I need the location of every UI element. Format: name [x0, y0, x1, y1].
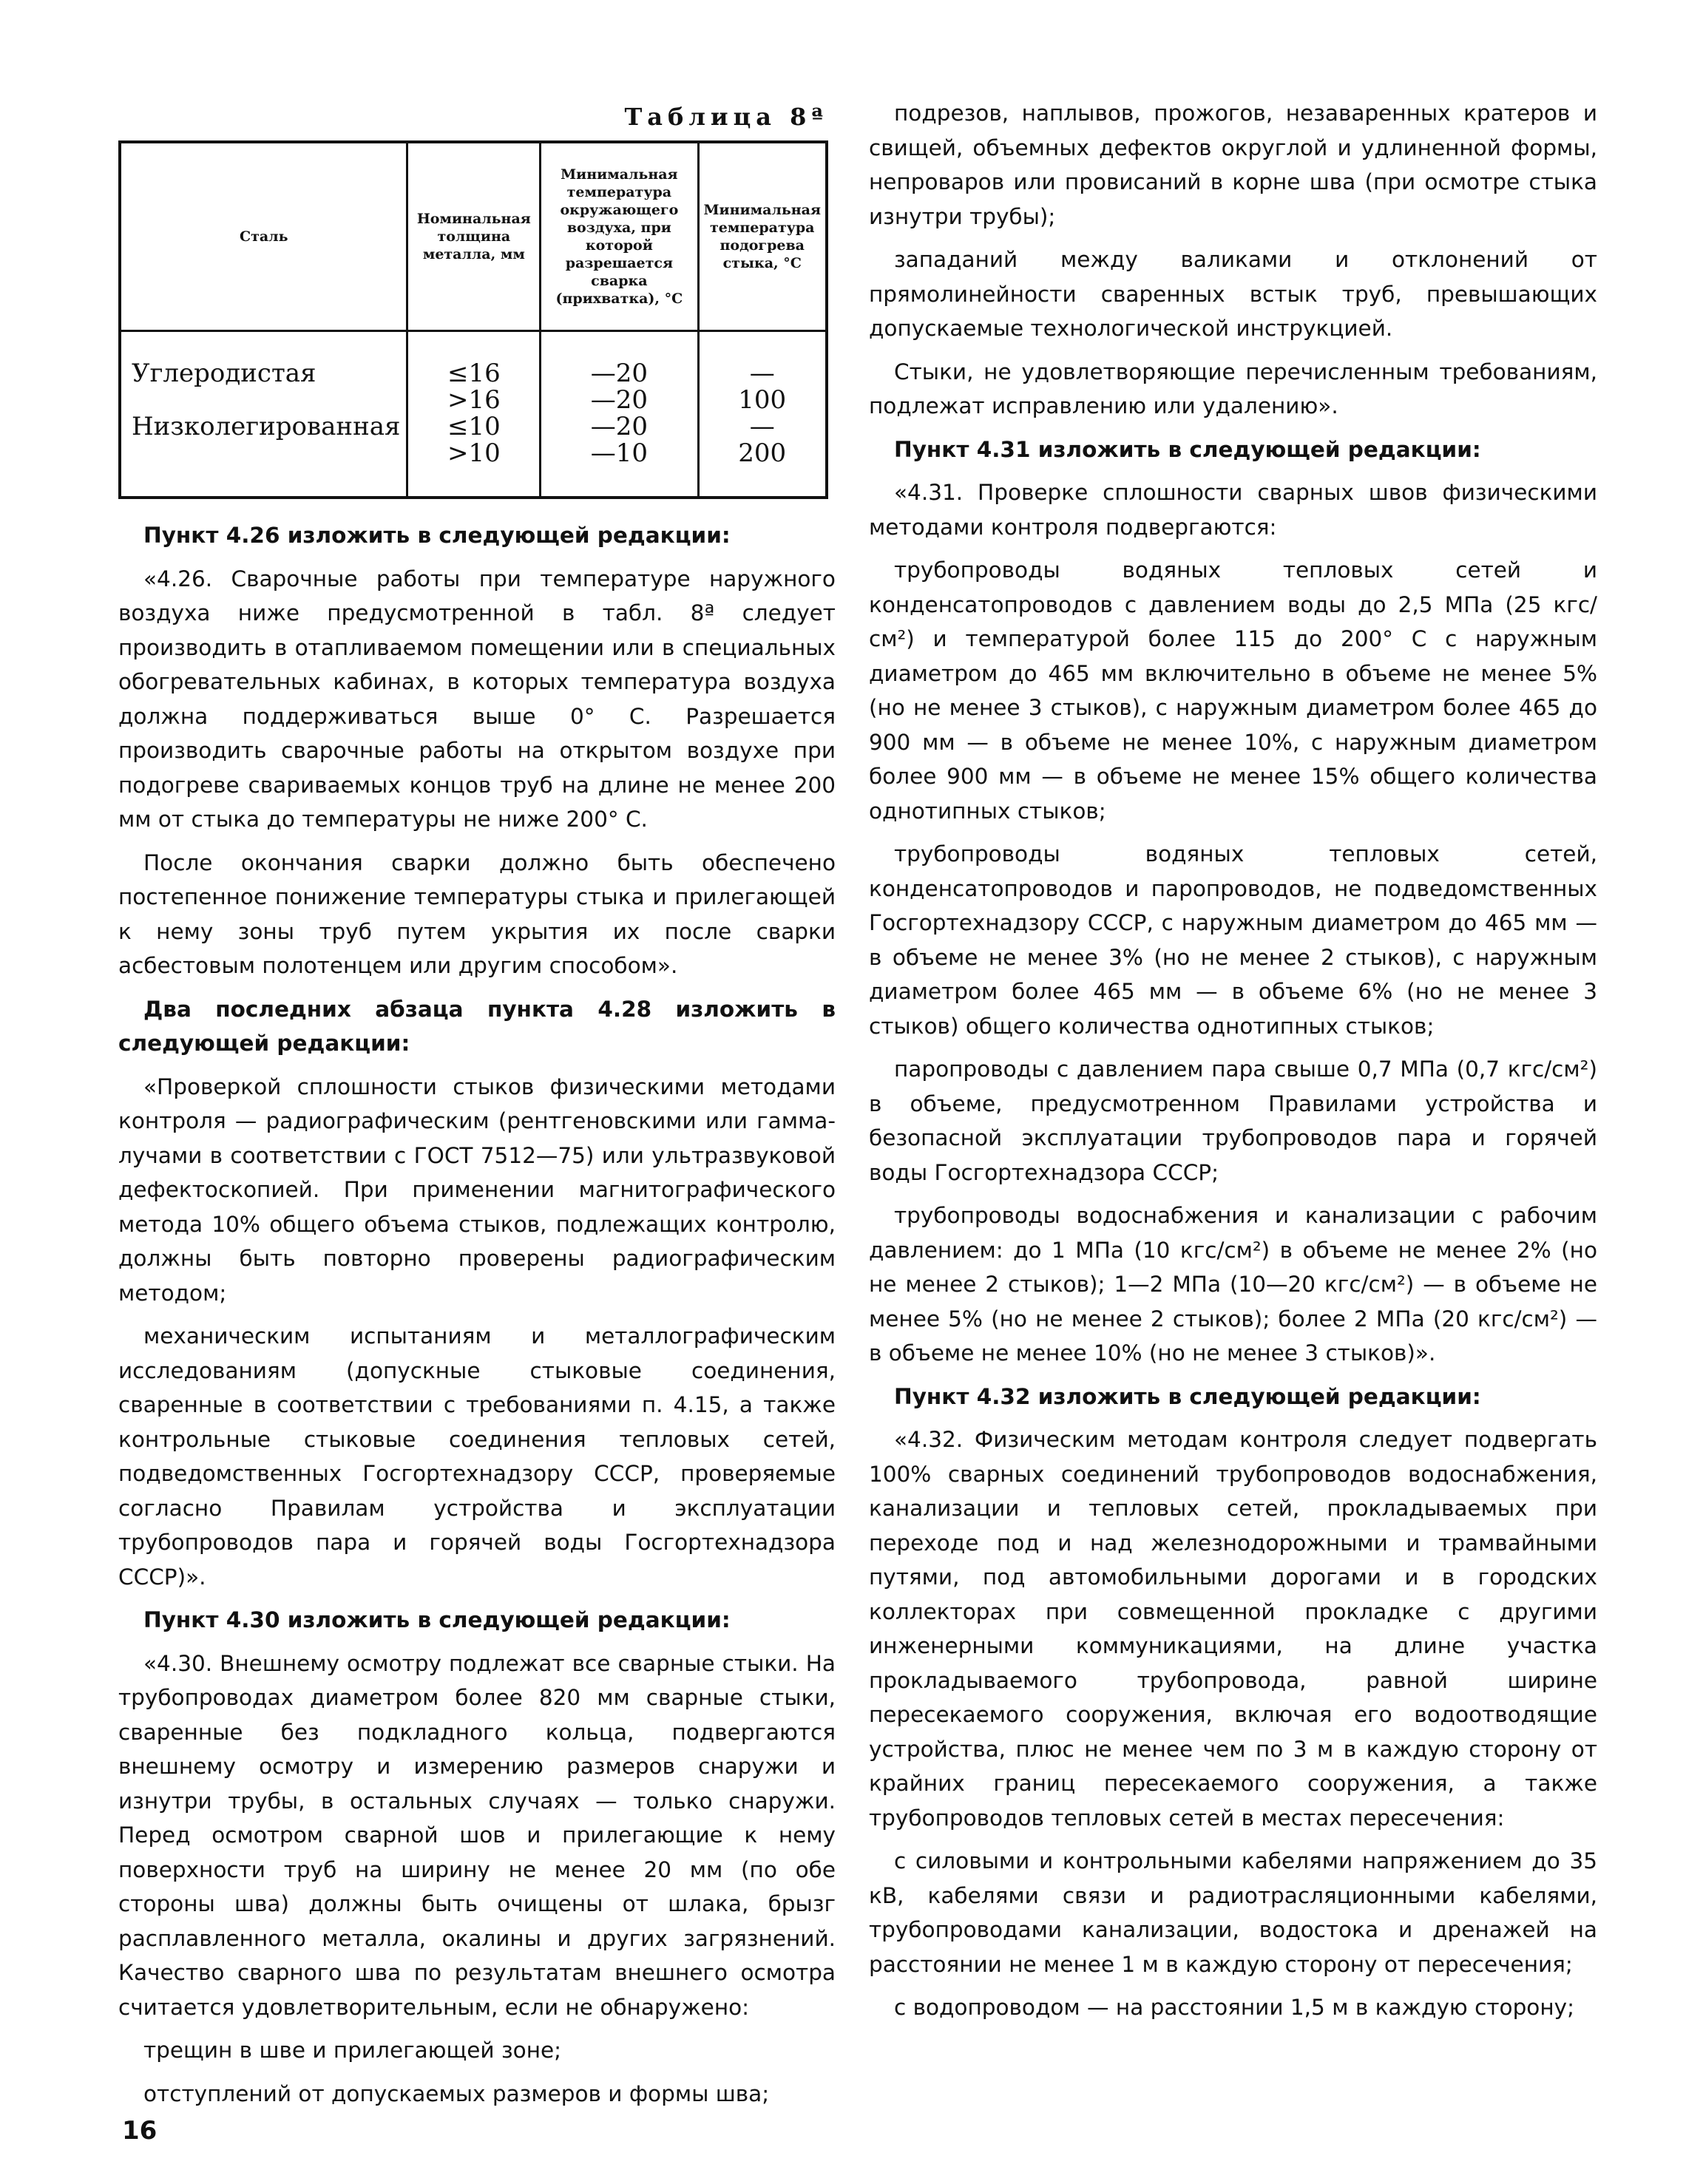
thickness-value: ≤10 — [447, 412, 501, 441]
clause-list-item: с силовыми и контрольными кабелями напряжением до 35 кВ, кабелями связи и радиотрасляционными кабелями, трубопроводами канализации, водостока и дренажей на расстоянии не менее 1 м в каждую сторону от пересечения; — [869, 1848, 1597, 1977]
thickness-value: >10 — [447, 438, 501, 468]
header-preheat-temperature: Минимальная температура подогрева стыка, °С — [698, 142, 827, 331]
clause-list-item: паропроводы с давлением пара свыше 0,7 МПа (0,7 кгс/см²) в объеме, предусмотренном Правилами устройства и безопасной эксплуатации трубопроводов пара и горячей воды Госгортехнадзора СССР; — [869, 1057, 1597, 1185]
clause-heading-4-30: Пункт 4.30 изложить в следующей редакции: — [143, 1607, 731, 1632]
table-caption: Таблица 8ª — [624, 103, 828, 131]
right-column — [869, 96, 1597, 2034]
clause-heading-4-31: Пункт 4.31 изложить в следующей редакции: — [894, 436, 1481, 462]
clause-text-4-28-radiography: «Проверкой сплошности стыков физическими методами контроля — радиографическим (рентгеновскими или гамма-лучами в соответствии с ГОСТ 7512—75) или ультразвуковой дефектоскопией. При применении магнитографического метода 10% общего объема стыков, подлежащих контролю, должны быть повторно проверены радиографическим методом; — [118, 1074, 836, 1306]
clause-text-4-26-cooling: После окончания сварки должно быть обеспечено постепенное понижение температуры стыка и прилегающей к нему зоны труб путем укрытия их после сварки асбестовым полотенцем или другим способом». — [118, 849, 836, 978]
left-column — [118, 96, 836, 2120]
table-row — [120, 331, 827, 498]
clause-list-item: трубопроводы водоснабжения и канализации с рабочим давлением: до 1 МПа (10 кгс/см²) в объеме не менее 2% (но не менее 2 стыков); 1—2 МПа (10—20 кгс/см²) — в объеме не менее 5% (но не менее 2 стыков); более 2 МПа (20 кгс/см²) — в объеме не менее 10% (но не менее 3 стыков)». — [869, 1203, 1597, 1366]
air-temperature-value: —20 — [590, 385, 648, 415]
preheat-value: — — [749, 412, 775, 441]
table-cell-air-temperature — [541, 331, 698, 498]
clause-heading-4-28: Два последних абзаца пункта 4.28 изложить в следующей редакции: — [118, 996, 836, 1056]
preheat-value: 200 — [738, 438, 787, 468]
clause-heading-4-26: Пункт 4.26 изложить в следующей редакции: — [143, 523, 731, 548]
air-temperature-value: —10 — [590, 438, 648, 468]
table-cell-thickness — [407, 331, 541, 498]
header-air-temperature: Минимальная температура окружающего воздуха, при которой разрешается сварка (прихватка), °С — [541, 142, 698, 331]
clause-list-item: трещин в шве и прилегающей зоне; — [143, 2038, 562, 2063]
table-cell-steel — [120, 331, 407, 498]
clause-text-4-31: «4.31. Проверке сплошности сварных швов физическими методами контроля подвергаются: — [869, 480, 1597, 540]
clause-text-4-30-conclusion: Стыки, не удовлетворяющие перечисленным требованиям, подлежат исправлению или удалению». — [869, 359, 1597, 418]
clause-heading-4-32: Пункт 4.32 изложить в следующей редакции: — [894, 1383, 1481, 1409]
preheat-value: — — [749, 359, 775, 388]
clause-text-4-30: «4.30. Внешнему осмотру подлежат все сварные стыки. На трубопроводах диаметром более 820 мм сварные стыки, сваренные без подкладного кольца, подвергаются внешнему осмотру и измерению размеров снаружи и изнутри трубы, в остальных случаях — только снаружи. Перед осмотром сварной шов и прилегающие к нему поверхности труб на ширину не менее 20 мм (по обе стороны шва) должны быть очищены от шлака, брызг расплавленного металла, окалины и других загрязнений. Качество сварного шва по результатам внешнего осмотра считается удовлетворительным, если не обнаружено: — [118, 1650, 836, 2020]
steel-temperature-table — [118, 140, 828, 499]
air-temperature-value: —20 — [590, 412, 648, 441]
clause-list-item: отступлений от допускаемых размеров и формы шва; — [143, 2080, 770, 2106]
clause-list-item: трубопроводы водяных тепловых сетей, конденсатопроводов и паропроводов, не подведомственных Госгортехнадзору СССР, с наружным диаметром до 465 мм — в объеме не менее 3% (но не менее 2 стыков), с наружным диаметром более 465 мм — в объеме 6% (но не менее 3 стыков) общего количества однотипных стыков; — [869, 841, 1597, 1039]
page-number: 16 — [122, 2116, 158, 2146]
clause-list-item: западаний между валиками и отклонений от прямолинейности сваренных встык труб, превышающих допускаемые технологической инструкцией. — [869, 247, 1597, 341]
header-thickness: Номинальная толщина металла, мм — [407, 142, 541, 331]
table-cell-preheat-temperature — [698, 331, 827, 498]
air-temperature-value: —20 — [590, 359, 648, 388]
clause-list-item: трубопроводы водяных тепловых сетей и конденсатопроводов с давлением воды до 2,5 МПа (25 кгс/см²) и температурой более 115 до 200° С с наружным диаметром до 465 мм включительно в объеме не менее 5% (но не менее 3 стыков), с наружным диаметром более 465 до 900 мм — в объеме не менее 10%, с наружным диаметром более 900 мм — в объеме не менее 15% общего количества однотипных стыков; — [869, 557, 1597, 824]
steel-carbon: Углеродистая — [132, 359, 316, 388]
thickness-value: >16 — [447, 385, 501, 415]
clause-list-item: с водопроводом — на расстоянии 1,5 м в каждую сторону; — [894, 1995, 1575, 2020]
steel-low-alloy: Низколегированная — [132, 412, 401, 441]
header-steel: Сталь — [120, 142, 407, 331]
clause-text-4-28-mechanical: механическим испытаниям и металлографическим исследованиям (допускные стыковые соединения, сваренные в соответствии с требованиями п. 4.15, а также контрольные стыковые соединения тепловых сетей, подведомственных Госгортехнадзору СССР, проверяемые согласно Правилам устройства и эксплуатации трубопроводов пара и горячей воды Госгортехнадзора СССР)». — [118, 1323, 836, 1590]
clause-list-item: подрезов, наплывов, прожогов, незаваренных кратеров и свищей, объемных дефектов округлой и удлиненной формы, непроваров или провисаний в корне шва (при осмотре стыка изнутри трубы); — [869, 101, 1597, 229]
clause-text-4-26: «4.26. Сварочные работы при температуре наружного воздуха ниже предусмотренной в табл. 8ª следует производить в отапливаемом помещении или в специальных обогревательных кабинах, в которых температура воздуха должна поддерживаться выше 0° С. Разрешается производить сварочные работы на открытом воздухе при подогреве свариваемых концов труб на длине не менее 200 мм от стыка до температуры не ниже 200° С. — [118, 566, 836, 832]
clause-text-4-32: «4.32. Физическим методам контроля следует подвергать 100% сварных соединений трубопроводов водоснабжения, канализации и тепловых сетей, прокладываемых при переходе под и над железнодорожными и трамвайными путями, под автомобильными дорогами и в городских коллекторах при совмещенной прокладке с другими инженерными коммуникациями, на длине участка прокладываемого трубопровода, равной ширине пересекаемого сооружения, включая его водоотводящие устройства, плюс не менее чем по 3 м в каждую сторону от крайних границ пересекаемого сооружения, а также трубопроводов тепловых сетей в местах пересечения: — [869, 1427, 1597, 1831]
preheat-value: 100 — [738, 385, 787, 415]
thickness-value: ≤16 — [447, 359, 501, 388]
table-header-row — [120, 142, 827, 331]
